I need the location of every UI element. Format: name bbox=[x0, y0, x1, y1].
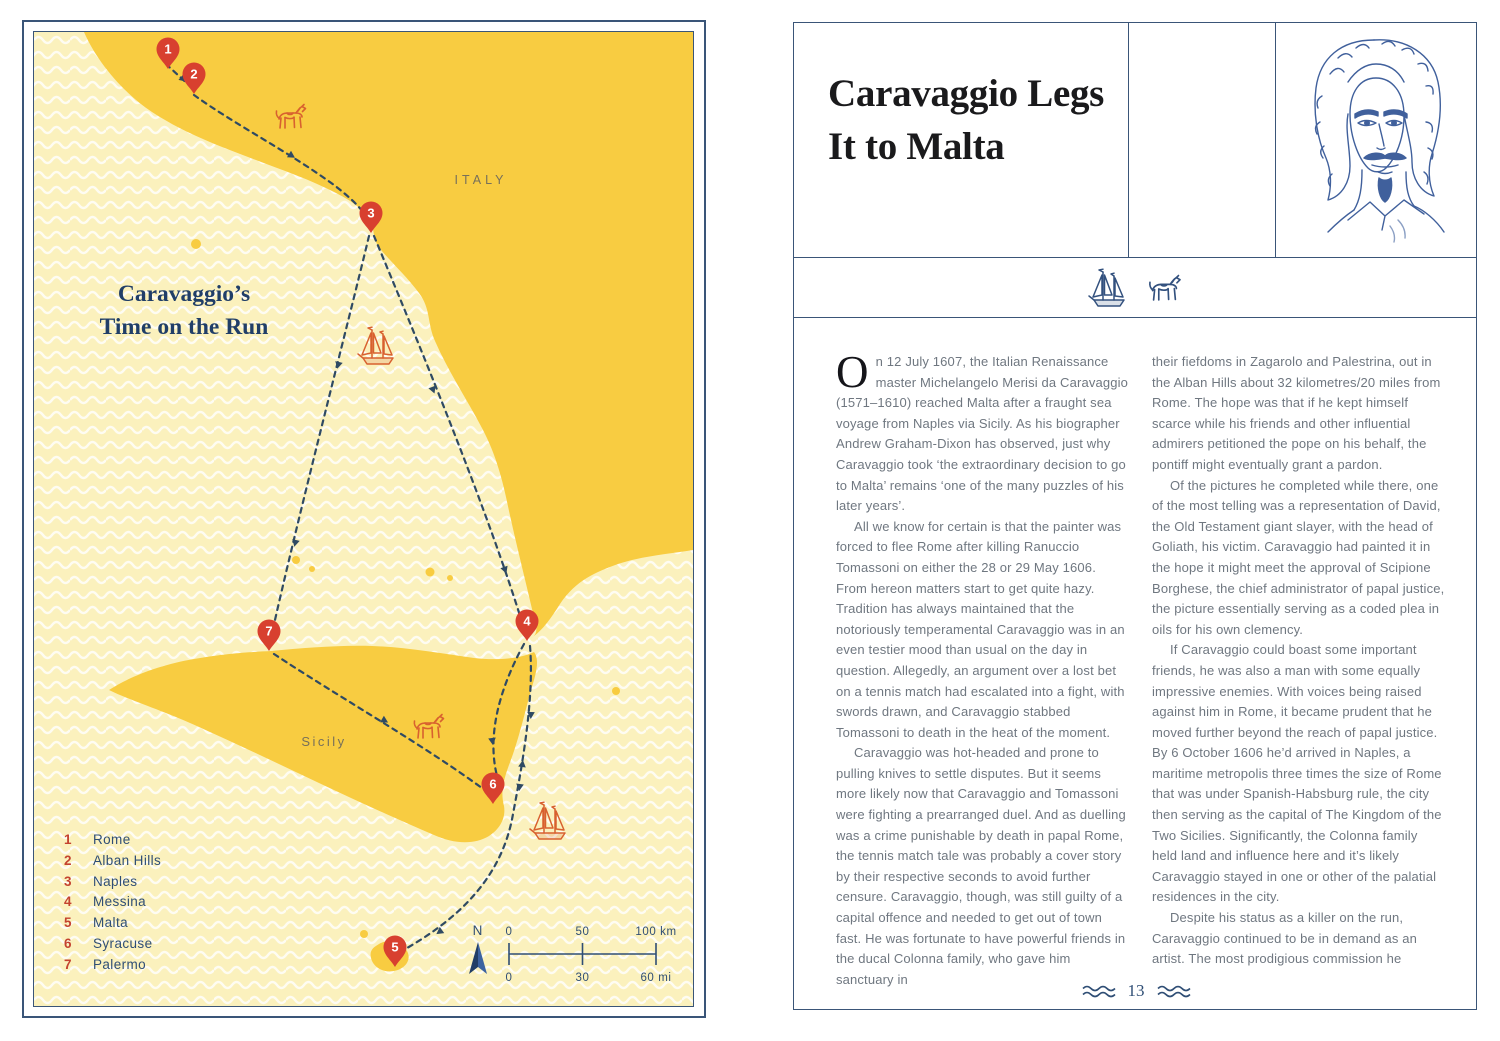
islet bbox=[612, 687, 620, 695]
page-footer bbox=[794, 981, 1478, 1001]
header-spacer-cell bbox=[1129, 23, 1276, 257]
legend-number: 4 bbox=[64, 894, 72, 910]
legend-label: Syracuse bbox=[93, 935, 153, 951]
svg-text:50: 50 bbox=[575, 926, 590, 938]
legend-label: Rome bbox=[93, 832, 131, 847]
svg-text:60 mi: 60 mi bbox=[640, 972, 672, 984]
legend-item bbox=[64, 874, 161, 895]
wave-ornament-icon bbox=[1157, 984, 1191, 998]
svg-text:N: N bbox=[472, 923, 484, 938]
svg-text:6: 6 bbox=[489, 776, 497, 792]
text-column-1 bbox=[836, 347, 1130, 990]
svg-text:5: 5 bbox=[391, 939, 399, 955]
map-legend bbox=[64, 832, 161, 978]
map-title-line2: Time on the Run bbox=[99, 314, 269, 340]
legend-item bbox=[64, 915, 161, 936]
svg-text:100 km: 100 km bbox=[635, 926, 677, 938]
legend-label: Palermo bbox=[93, 956, 147, 972]
svg-text:4: 4 bbox=[523, 613, 531, 629]
islet bbox=[309, 566, 315, 572]
legend-item bbox=[64, 894, 161, 915]
svg-text:7: 7 bbox=[265, 623, 273, 639]
wave-ornament-icon bbox=[1082, 984, 1116, 998]
paragraph: their fiefdoms in Zagarolo and Palestrina, out in the Alban Hills about 32 kilometres/20 miles from Rome. The hope was that if he kept himself scarce while his friends and other influential admirers petitioned the pope on his behalf, the pontiff might eventually grant a pardon. bbox=[1152, 354, 1441, 472]
svg-text:30: 30 bbox=[575, 972, 590, 984]
map-title bbox=[64, 278, 304, 344]
legend-number: 3 bbox=[64, 873, 72, 889]
chapter-header bbox=[793, 22, 1477, 258]
sailing-ship-icon bbox=[1087, 267, 1127, 309]
chapter-title-line2: It to Malta bbox=[828, 125, 1005, 168]
map bbox=[33, 31, 694, 1007]
region-label-sicily: Sicily bbox=[301, 734, 347, 749]
islet bbox=[447, 575, 453, 581]
legend-number: 2 bbox=[64, 852, 72, 868]
text-column-2 bbox=[1152, 352, 1446, 990]
chapter-title-line1: Caravaggio Legs bbox=[828, 72, 1105, 115]
paragraph: Of the pictures he completed while there, one of the most telling was a representation of David, the Old Testament giant slayer, with the head of Goliath, his victim. Caravaggio had painted it in the hope it might meet the approval of Scipione Borghese, the chief administrator of papal justice, the picture essentially serving as a coded plea in oils for his own clemency. bbox=[1152, 477, 1445, 637]
right-page bbox=[793, 22, 1477, 1010]
region-label-italy: ITALY bbox=[454, 173, 508, 187]
caravaggio-portrait-sketch bbox=[1285, 30, 1467, 250]
legend-label: Malta bbox=[93, 915, 129, 931]
map-title-line1: Caravaggio’s bbox=[117, 281, 251, 307]
portrait-box bbox=[1276, 23, 1476, 257]
islet bbox=[360, 930, 368, 938]
paragraph: If Caravaggio could boast some important friends, he was also a man with some equally impressive enemies. With voices being raised against him in Rome, it became prudent that he moved further beyond the reach of papal justice. By 6 October 1606 he’d arrived in Naples, a maritime metropolis three times the size of Rome that was under Spanish-Habsburg rule, the city then serving as the capital of The Kingdom of the Two Sicilies. Significantly, the Colonna family held land and influence here and it’s likely Caravaggio stayed in one or other of the palatial residences in the city. bbox=[1152, 642, 1442, 905]
legend-number: 1 bbox=[64, 832, 72, 847]
drop-cap: O bbox=[836, 347, 869, 397]
horse-icon bbox=[1147, 274, 1183, 302]
svg-text:0: 0 bbox=[505, 972, 513, 984]
svg-text:2: 2 bbox=[190, 66, 198, 82]
islet bbox=[292, 556, 300, 564]
chapter-title-box bbox=[794, 23, 1129, 257]
left-page-frame bbox=[22, 20, 706, 1018]
islet bbox=[426, 568, 435, 577]
legend-item bbox=[64, 936, 161, 957]
legend-label: Naples bbox=[93, 873, 138, 889]
paragraph: Despite his status as a killer on the run, Caravaggio continued to be in demand as an artist. The most prodigious commission he bbox=[1152, 910, 1418, 967]
body-text bbox=[793, 318, 1477, 1010]
svg-text:1: 1 bbox=[164, 41, 172, 57]
paragraph: Caravaggio was hot-headed and prone to pulling knives to settle disputes. But it seems more likely now that Caravaggio and Tomassoni were fighting a prearranged duel. And as duelling was a crime punishable by death in papal Rome, the tennis match tale was probably a cover story by their respective seconds to avoid further censure. Caravaggio, though, was still guilty of a capital offence and needed to get out of town fast. He was fortunate to have powerful friends in the ducal Colonna family, who gave him sanctuary in bbox=[836, 745, 1126, 987]
legend-number: 6 bbox=[64, 935, 72, 951]
paragraph: All we know for certain is that the painter was forced to flee Rome after killing Ranuccio Tomassoni on either the 28 or 29 May 1606. From hereon matters start to get quite hazy. Tradition has always maintained that the notoriously temperamental Caravaggio was in an even testier mood than usual on the day in question. Allegedly, an argument over a lost bet on a tennis match had escalated into a fight, with swords drawn, and Caravaggio stabbed Tomassoni to death in the heat of the moment. bbox=[836, 518, 1125, 740]
legend-item bbox=[64, 832, 161, 853]
legend-label: Alban Hills bbox=[93, 852, 162, 868]
page-number: 13 bbox=[1127, 981, 1145, 1000]
legend-number: 5 bbox=[64, 915, 72, 931]
islet bbox=[191, 239, 201, 249]
header-icon-band bbox=[793, 258, 1477, 318]
svg-text:3: 3 bbox=[367, 205, 375, 221]
legend-label: Messina bbox=[93, 894, 147, 910]
paragraph: On 12 July 1607, the Italian Renaissance master Michelangelo Merisi da Caravaggio (1571–1610) reached Malta after a fraught sea voyage from Naples via Sicily. As his biographer Andrew Graham-Dixon has observed, just why Caravaggio took ‘the extraordinary decision to go to Malta’ remains ‘one of the many puzzles of his later years’. bbox=[836, 347, 1129, 514]
legend-item bbox=[64, 853, 161, 874]
legend-item bbox=[64, 957, 161, 978]
svg-text:0: 0 bbox=[505, 926, 513, 938]
legend-number: 7 bbox=[64, 956, 72, 972]
